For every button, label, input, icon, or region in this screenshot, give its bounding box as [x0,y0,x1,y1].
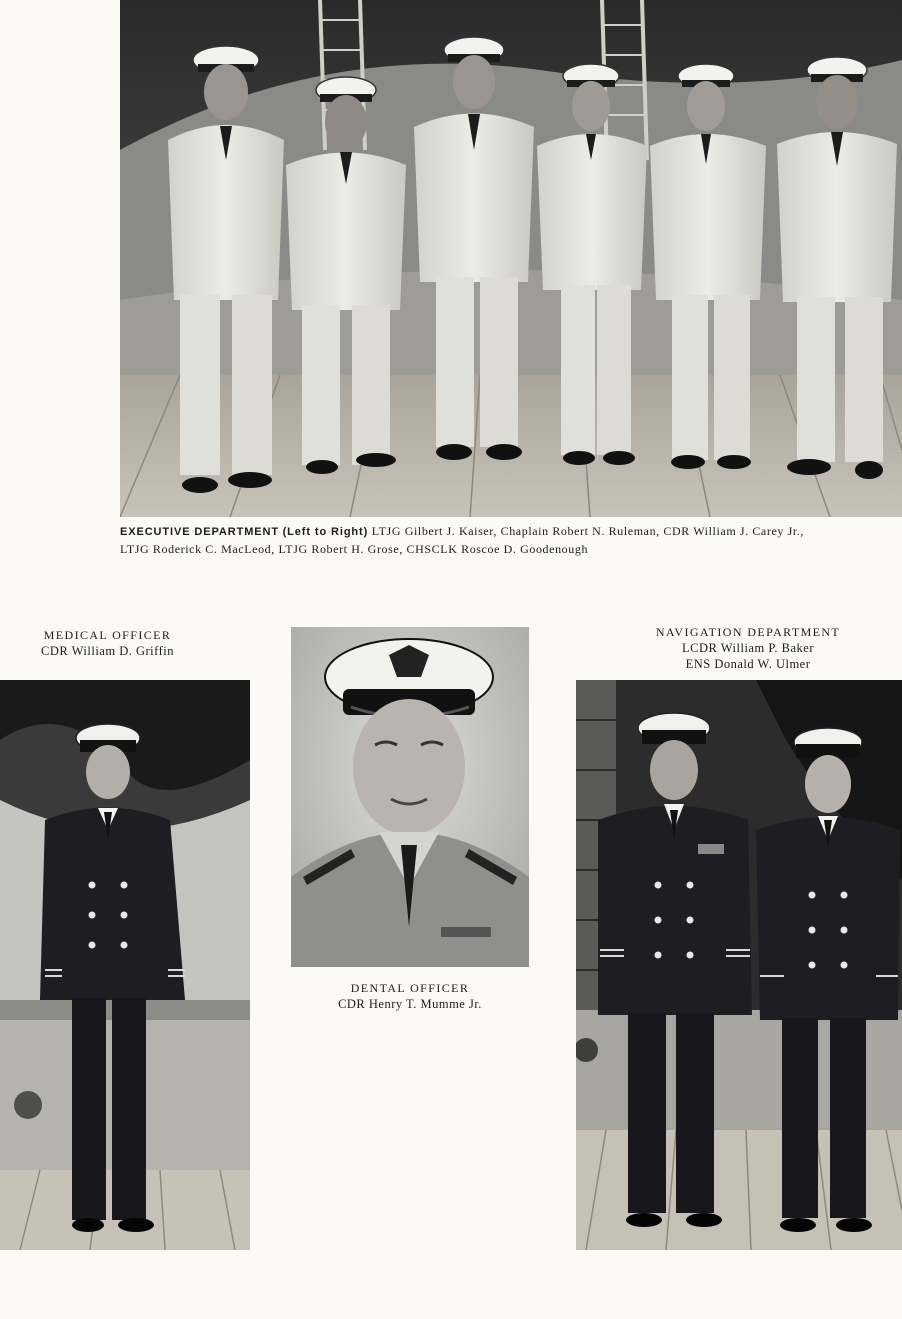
medical-name: CDR William D. Griffin [41,644,174,658]
executive-caption [120,523,880,558]
navigation-department-photo [576,680,902,1250]
executive-names-line2: LTJG Roderick C. MacLeod, LTJG Robert H. Grose, CHSCLK Roscoe D. Goodenough [120,542,589,556]
executive-heading: EXECUTIVE DEPARTMENT [120,526,279,538]
dental-officer-photo [291,627,529,967]
dental-name: CDR Henry T. Mumme Jr. [338,997,482,1011]
executive-department-photo [120,0,902,517]
executive-direction: (Left to Right) [282,526,369,538]
executive-names-line1: LTJG Gilbert J. Kaiser, Chaplain Robert N. Ruleman, CDR William J. Carey Jr., [371,524,804,538]
medical-heading: MEDICAL OFFICER [43,628,172,642]
dental-heading: DENTAL OFFICER [350,981,470,995]
navigation-name-2: ENS Donald W. Ulmer [685,657,811,671]
navigation-heading: NAVIGATION DEPARTMENT [655,625,841,639]
medical-officer-photo [0,680,250,1250]
navigation-name-1: LCDR William P. Baker [682,641,814,655]
medical-caption [0,627,215,659]
dental-caption [292,980,528,1012]
navigation-caption [620,624,876,672]
